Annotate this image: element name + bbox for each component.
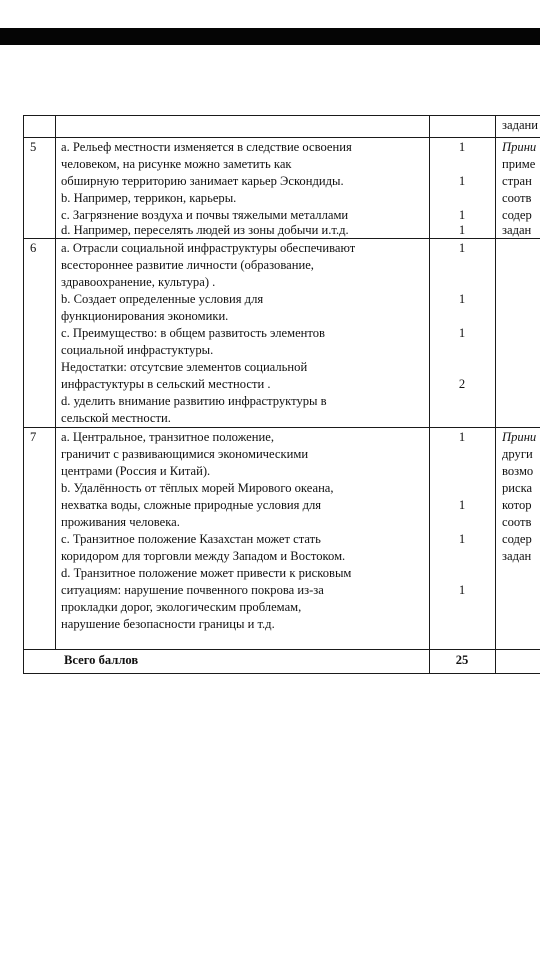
answer-line: функционирования экономики. xyxy=(61,309,229,323)
answer-line: проживания человека. xyxy=(61,515,180,529)
row-number: 5 xyxy=(30,140,37,154)
answer-line: b. Например, террикон, карьеры. xyxy=(61,191,237,205)
answer-line: сельской местности. xyxy=(61,411,171,425)
answer-line: ситуациям: нарушение почвенного покрова из-за xyxy=(61,583,324,597)
header-fragment: задани xyxy=(502,118,539,132)
score: 1 xyxy=(458,292,466,306)
answer-line: прокладки дорог, экологическим проблемам, xyxy=(61,600,302,614)
answer-line: инфрастуктуры в сельский местности . xyxy=(61,377,271,391)
criteria-note: задан xyxy=(502,223,532,237)
answer-line: d. Транзитное положение может привести к рисковым xyxy=(61,566,352,580)
criteria-note: Прини xyxy=(502,430,537,444)
answer-line: c. Загрязнение воздуха и почвы тяжелыми металлами xyxy=(61,208,349,222)
score: 1 xyxy=(458,140,466,154)
score: 2 xyxy=(458,377,466,391)
score: 1 xyxy=(458,583,466,597)
row-number: 7 xyxy=(30,430,37,444)
column-divider xyxy=(55,115,56,650)
criteria-note: содер xyxy=(502,208,532,222)
column-divider xyxy=(23,115,24,674)
score: 1 xyxy=(458,532,466,546)
total-score: 25 xyxy=(455,653,469,667)
answer-line: коридором для торговли между Западом и Востоком. xyxy=(61,549,346,563)
row-divider xyxy=(23,427,540,428)
answer-line: b. Удалённость от тёплых морей Мирового океана, xyxy=(61,481,334,495)
answer-line: граничит с развивающимися экономическими xyxy=(61,447,309,461)
answer-line: c. Преимущество: в общем развитость элементов xyxy=(61,326,325,340)
score: 1 xyxy=(458,241,466,255)
answer-line: социальной инфрастуктуры. xyxy=(61,343,214,357)
score: 1 xyxy=(458,430,466,444)
score: 1 xyxy=(458,223,466,237)
column-divider xyxy=(495,115,496,674)
answer-line: человеком, на рисунке можно заметить как xyxy=(61,157,292,171)
row-number: 6 xyxy=(30,241,37,255)
criteria-note: Прини xyxy=(502,140,537,154)
criteria-note: стран xyxy=(502,174,532,188)
criteria-note: соотв xyxy=(502,191,532,205)
criteria-note: соотв xyxy=(502,515,532,529)
answer-line: обширную территорию занимает карьер Эскондиды. xyxy=(61,174,344,188)
score: 1 xyxy=(458,208,466,222)
row-divider xyxy=(23,137,540,138)
answer-line: d. уделить внимание развитию инфраструктуры в xyxy=(61,394,327,408)
answer-line: a. Центральное, транзитное положение, xyxy=(61,430,274,444)
criteria-note: риска xyxy=(502,481,533,495)
table-border-bottom xyxy=(23,673,540,674)
criteria-note: приме xyxy=(502,157,536,171)
answer-line: d. Например, переселять людей из зоны добычи и.т.д. xyxy=(61,223,349,237)
total-label: Всего баллов xyxy=(64,653,139,667)
answer-line: нарушение безопасности границы и т.д. xyxy=(61,617,275,631)
table-border-top xyxy=(23,115,540,116)
column-divider xyxy=(429,115,430,674)
score: 1 xyxy=(458,326,466,340)
criteria-note: други xyxy=(502,447,533,461)
answer-line: a. Рельеф местности изменяется в следствие освоения xyxy=(61,140,352,154)
answer-line: здравоохранение, культура) . xyxy=(61,275,216,289)
answer-line: центрами (Россия и Китай). xyxy=(61,464,211,478)
score: 1 xyxy=(458,174,466,188)
score: 1 xyxy=(458,498,466,512)
answer-line: b. Создает определенные условия для xyxy=(61,292,264,306)
criteria-note: содер xyxy=(502,532,532,546)
criteria-note: котор xyxy=(502,498,532,512)
answer-line: a. Отрасли социальной инфраструктуры обеспечивают xyxy=(61,241,356,255)
answer-line: c. Транзитное положение Казахстан может стать xyxy=(61,532,321,546)
criteria-note: возмо xyxy=(502,464,534,478)
answer-line: всестороннее развитие личности (образование, xyxy=(61,258,314,272)
row-divider xyxy=(23,649,540,650)
answer-line: Недостатки: отсутсвие элементов социальной xyxy=(61,360,308,374)
answer-line: нехватка воды, сложные природные условия для xyxy=(61,498,322,512)
criteria-note: задан xyxy=(502,549,532,563)
